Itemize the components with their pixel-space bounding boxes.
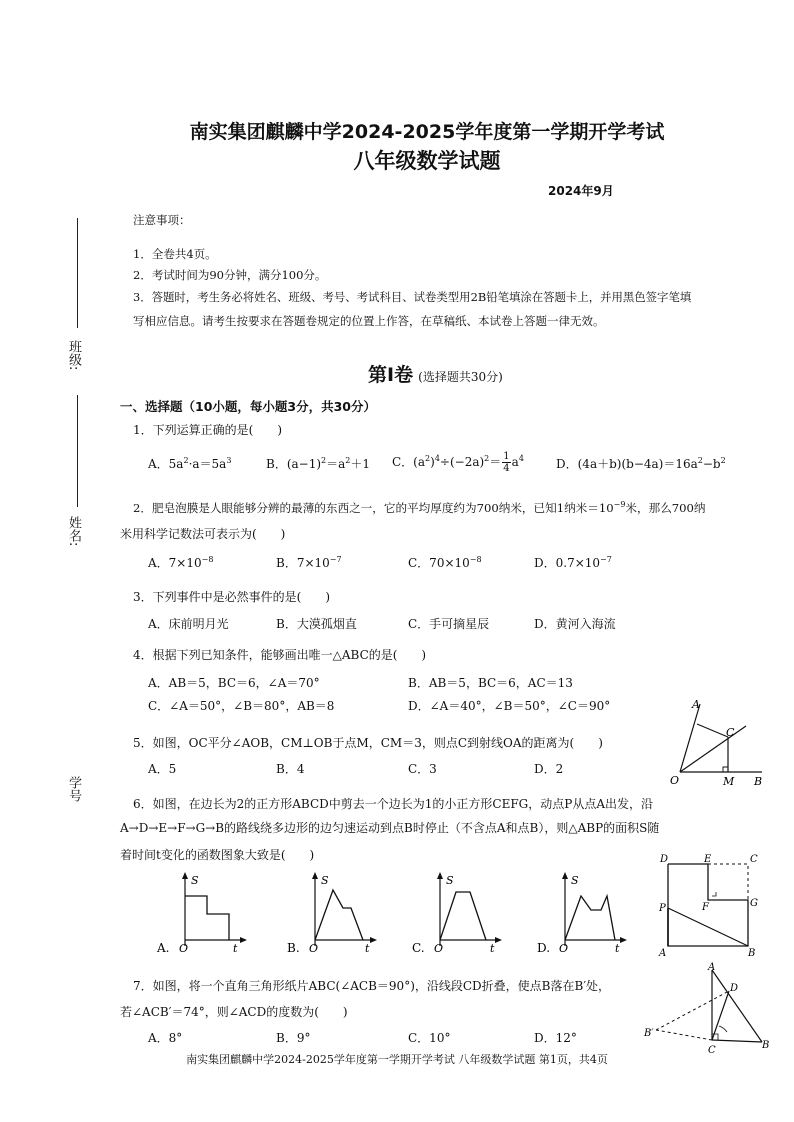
- segment-pb: [668, 908, 748, 946]
- q6-graph-b: [285, 868, 380, 956]
- label-a: A: [708, 962, 716, 973]
- q5-option-d: D．2: [534, 762, 564, 776]
- exam-title: 南实集团麒麟中学2024-2025学年度第一学期开学考试: [189, 121, 665, 143]
- q7-stem-line2: 若∠ACB′＝74°，则∠ACD的度数为( ): [120, 1005, 348, 1019]
- s-label: S: [446, 874, 454, 887]
- q7-figure: [640, 960, 776, 1056]
- origin-label: O: [434, 942, 444, 955]
- label-b: B: [754, 775, 763, 788]
- q1-b-sup2: 2: [345, 456, 351, 465]
- q4-option-b: B．AB＝5，BC＝6，AC＝13: [408, 676, 573, 690]
- q1-c-numerator: 1: [503, 451, 510, 462]
- option-label: C.: [412, 941, 425, 955]
- section-subtitle: (选择题共30分): [418, 370, 503, 384]
- notice-item-1: 1．全卷共4页。: [133, 247, 217, 261]
- q4-option-d: D．∠A＝40°，∠B＝50°，∠C＝90°: [408, 699, 611, 713]
- label-f: F: [702, 902, 709, 913]
- q1-d-sup2: 2: [720, 456, 726, 465]
- q5-figure: [668, 694, 772, 788]
- q7-option-c: C．10°: [408, 1031, 451, 1045]
- q1-c-sup2: 4: [434, 454, 440, 463]
- q2-d-exp: −7: [600, 555, 612, 564]
- s-arrow: [437, 872, 443, 879]
- s-label: S: [191, 874, 199, 887]
- q5-stem: 5．如图，OC平分∠AOB，CM⊥OB于点M，CM＝3，则点C到射线OA的距离为( ): [133, 736, 603, 750]
- label-c: C: [750, 854, 758, 865]
- q2-c-exp: −8: [469, 555, 482, 564]
- q3-stem: 3．下列事件中是必然事件的是( ): [133, 590, 330, 604]
- q1-option-a: [148, 458, 231, 470]
- q6-graph-a: [155, 868, 250, 956]
- class-label: 班级:: [66, 340, 81, 371]
- origin-label: O: [559, 942, 569, 955]
- ray-oa: [680, 704, 700, 772]
- t-label: t: [233, 942, 238, 955]
- t-label: t: [615, 942, 620, 955]
- q2-c-text: C．70×10: [408, 556, 470, 570]
- q3-option-c: C．手可摘星辰: [408, 617, 490, 631]
- q2-stem-line1: [133, 500, 706, 515]
- q5-option-c: C．3: [408, 762, 437, 776]
- student-id-label: 学号: [66, 776, 81, 802]
- q3-option-d: D．黄河入海流: [534, 617, 616, 631]
- origin-label: O: [309, 942, 319, 955]
- perpendicular-to-oa: [697, 724, 728, 737]
- q6-stem-line3: 着时间t变化的函数图象大致是( ): [120, 848, 315, 862]
- label-d: D: [730, 983, 739, 994]
- q6-stem-line1: 6．如图，在边长为2的正方形ABCD中剪去一个边长为1的小正方形CEFG，动点P从点A出发，沿: [133, 797, 654, 811]
- q1-a-sup2: 3: [226, 456, 232, 465]
- notice-item-2: 2．考试时间为90分钟，满分100分。: [133, 268, 327, 282]
- label-c: C: [726, 726, 735, 739]
- q1-c-sup4: 4: [518, 454, 524, 463]
- name-label: 姓名:: [66, 516, 81, 547]
- graph-line: [185, 896, 229, 940]
- label-d: D: [660, 854, 669, 865]
- segment-cb: [712, 1040, 762, 1042]
- q1-c-eq: ＝: [489, 455, 502, 469]
- q1-option-d: [556, 458, 726, 470]
- q6-stem-line2: A→D→E→F→G→B的路线绕多边形的边匀速运动到点B时停止（不含点A和点B），则△ABP的面积S随: [120, 821, 660, 835]
- angle-arc: [719, 1026, 727, 1032]
- q1-stem: 1．下列运算正确的是( ): [133, 423, 282, 437]
- q4-stem: 4．根据下列已知条件，能够画出唯一△ABC的是( ): [133, 648, 427, 662]
- q5-option-b: B．4: [276, 762, 305, 776]
- label-g: G: [750, 898, 758, 909]
- label-b: B: [748, 948, 756, 959]
- t-arrow: [370, 937, 377, 943]
- page-footer: 南实集团麒麟中学2024-2025学年度第一学期开学考试 八年级数学试题 第1页，共4页: [186, 1053, 608, 1066]
- q1-d-text: D．(4a＋b)(b−4a)＝16a: [556, 457, 698, 471]
- label-e: E: [704, 854, 712, 865]
- option-label: B.: [287, 941, 300, 955]
- q2-a-text: A．7×10: [148, 556, 202, 570]
- q2-line1-post: 米，那么700纳: [625, 501, 706, 515]
- label-m: M: [723, 775, 735, 788]
- origin-label: O: [179, 942, 189, 955]
- q1-b-mid: ＝a: [326, 457, 346, 471]
- q1-c-sup: 2: [425, 454, 431, 463]
- q7-option-d: D．12°: [534, 1031, 577, 1045]
- q1-c-text: C．(a: [392, 455, 426, 469]
- q2-d-text: D．0.7×10: [534, 556, 601, 570]
- q2-a-exp: −8: [201, 555, 214, 564]
- q2-stem-line2: 米用科学记数法可表示为( ): [120, 527, 286, 541]
- q6-graph-d: [535, 868, 630, 956]
- notice-heading: 注意事项：: [133, 213, 191, 227]
- q2-line1-text: 2．肥皂泡膜是人眼能够分辨的最薄的东西之一，它的平均厚度约为700纳米，已知1纳米＝10: [133, 501, 614, 515]
- s-arrow: [182, 872, 188, 879]
- t-arrow: [240, 937, 247, 943]
- q4-option-a: A．AB＝5，BC＝6，∠A＝70°: [148, 676, 320, 690]
- name-blank-line: [77, 395, 78, 507]
- q1-c-mid1: ): [430, 455, 435, 469]
- q2-option-a: [148, 557, 213, 569]
- segment-cb-prime: [656, 1030, 712, 1040]
- q2-option-c: [408, 557, 482, 569]
- t-arrow: [620, 937, 627, 943]
- q2-option-b: [276, 557, 342, 569]
- q1-c-sup3: 2: [484, 454, 490, 463]
- graph-line: [440, 892, 486, 940]
- notice-item-3-cont: 写相应信息。请考生按要求在答题卷规定的位置上作答，在草稿纸、本试卷上答题一律无效。: [133, 314, 605, 328]
- s-arrow: [562, 872, 568, 879]
- q2-b-exp: −7: [329, 555, 342, 564]
- q5-option-a: A．5: [148, 762, 177, 776]
- label-b: B: [762, 1040, 770, 1051]
- section-heading: [368, 360, 503, 387]
- q1-d-end: −b: [702, 457, 721, 471]
- q6-graph-c: [410, 868, 505, 956]
- q3-option-a: A．床前明月光: [148, 617, 229, 631]
- label-a: A: [659, 948, 667, 959]
- label-a: A: [692, 698, 700, 711]
- exam-subtitle: 八年级数学试题: [353, 149, 501, 173]
- q1-c-fraction: [502, 451, 510, 474]
- q2-line1-exp: −9: [613, 500, 626, 509]
- q7-option-a: A．8°: [148, 1031, 183, 1045]
- q2-b-text: B．7×10: [276, 556, 330, 570]
- q1-option-c: [392, 451, 524, 474]
- s-arrow: [312, 872, 318, 879]
- graph-line: [315, 890, 363, 940]
- q1-d-sup: 2: [697, 456, 703, 465]
- s-label: S: [321, 874, 329, 887]
- q1-b-end: ＋1: [350, 457, 371, 471]
- q7-option-b: B．9°: [276, 1031, 311, 1045]
- part-title: 一、选择题（10小题，每小题3分，共30分）: [120, 399, 376, 414]
- class-blank-line: [77, 218, 78, 328]
- option-label: A.: [157, 941, 170, 955]
- notice-item-3: 3．答题时，考生务必将姓名、班级、考号、考试科目、试卷类型用2B铅笔填涂在答题卡上，并用黑色签字笔填: [133, 290, 692, 304]
- graph-line: [565, 896, 615, 940]
- q1-b-text: B．(a−1): [266, 457, 322, 471]
- t-arrow: [495, 937, 502, 943]
- segment-ab: [712, 970, 762, 1042]
- q3-option-b: B．大漠孤烟直: [276, 617, 357, 631]
- ray-oc: [680, 726, 746, 772]
- q1-c-denominator: 4: [503, 463, 510, 474]
- q7-stem-line1: 7．如图，将一个直角三角形纸片ABC(∠ACB＝90°)，沿线段CD折叠，使点B落在B′处，: [133, 979, 611, 993]
- q4-option-c: C．∠A＝50°，∠B＝80°，AB＝8: [148, 699, 335, 713]
- q1-option-b: [266, 458, 370, 470]
- label-c: C: [708, 1045, 716, 1056]
- q2-option-d: [534, 557, 612, 569]
- q1-c-mid2: ÷(−2a): [439, 455, 485, 469]
- t-label: t: [365, 942, 370, 955]
- q6-figure: [656, 850, 768, 960]
- q1-a-text: A．5a: [148, 457, 184, 471]
- t-label: t: [490, 942, 495, 955]
- right-angle-mark: [712, 892, 716, 896]
- option-label: D.: [537, 941, 551, 955]
- q1-c-end: a: [511, 455, 519, 469]
- label-o: O: [670, 774, 680, 787]
- removed-square: [708, 864, 748, 900]
- q1-a-sup: 2: [183, 456, 189, 465]
- label-b-prime: B′: [644, 1028, 654, 1039]
- q1-a-mid: ·a＝5a: [188, 457, 227, 471]
- right-angle-mark: [723, 767, 728, 772]
- s-label: S: [571, 874, 579, 887]
- section-title: 第Ⅰ卷: [368, 364, 414, 386]
- exam-date: 2024年9月: [548, 184, 614, 198]
- q1-b-sup: 2: [321, 456, 327, 465]
- label-p: P: [659, 903, 666, 914]
